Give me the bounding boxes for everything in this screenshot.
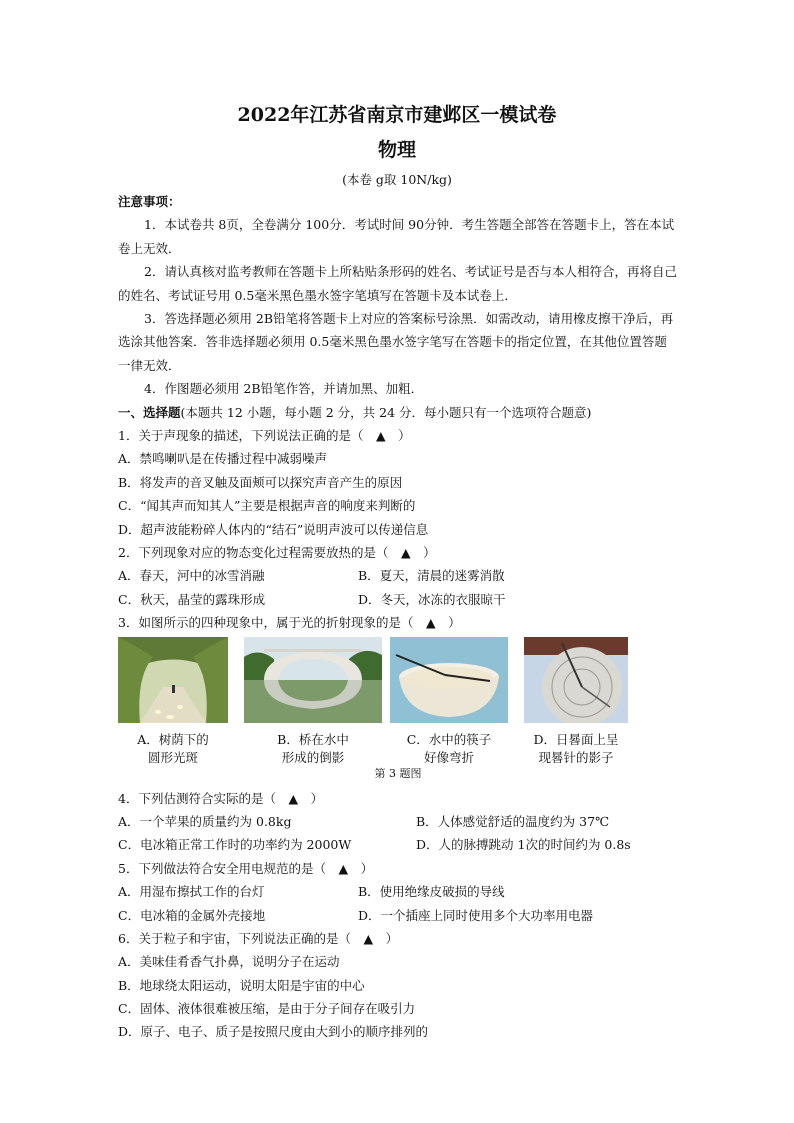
- q5-option-b: B．使用绝缘皮破损的导线: [358, 884, 505, 900]
- q2-stem: 2．下列现象对应的物态变化过程需要放热的是（ ▲ ）: [118, 544, 436, 560]
- section-label: 一、选择题: [118, 404, 181, 420]
- exam-subject: 物理: [377, 139, 416, 161]
- q6-option-b: B．地球绕太阳运动，说明太阳是宇宙的中心: [118, 977, 365, 993]
- q4-option-d: D．人的脉搏跳动 1次的时间约为 0.8s: [416, 837, 631, 853]
- q2-option-a: A．春天，河中的冰雪消融: [118, 568, 265, 584]
- note-item-2: 2．请认真核对监考教师在答题卡上所粘贴条形码的姓名、考试证号是否与本人相符合，再将自己的姓名、考试证号用 0.5毫米黑色墨水签字笔填写在答题卡及本试卷上．: [118, 264, 677, 303]
- note-item-4: 4．作图题必须用 2B铅笔作答，并请加黑、加粗．: [144, 381, 424, 397]
- q5-stem: 5．下列做法符合安全用电规范的是（ ▲ ）: [118, 860, 374, 876]
- section-desc: (本题共 12 小题，每小题 2 分，共 24 分．每小题只有一个选项符合题意): [180, 404, 592, 420]
- figure-d-sundial-image: [524, 637, 628, 723]
- q5-options-row-2: [118, 904, 678, 927]
- q6-option-c: C．固体、液体很难被压缩，是由于分子间存在吸引力: [118, 1001, 416, 1017]
- q2-option-b: B．夏天，清晨的迷雾消散: [358, 568, 505, 584]
- q6-stem: 6．关于粒子和宇宙，下列说法正确的是（ ▲ ）: [118, 930, 399, 946]
- q2-option-d: D．冬天，冰冻的衣服晾干: [358, 591, 506, 607]
- q1-stem: 1．关于声现象的描述，下列说法正确的是（ ▲ ）: [118, 428, 411, 444]
- q1-option-b: B．将发声的音叉触及面颊可以探究声音产生的原因: [118, 474, 403, 490]
- figure-b-caption: B．桥在水中 形成的倒影: [277, 731, 349, 765]
- q5-option-d: D．一个插座上同时使用多个大功率用电器: [358, 907, 594, 923]
- figure-label: 第 3 题图: [374, 766, 422, 780]
- figure-a-caption: A．树荫下的 圆形光斑: [137, 731, 209, 765]
- gravity-note: (本卷 g取 10N/kg): [342, 172, 452, 187]
- q5-options-row-1: [118, 880, 678, 903]
- q2-options-row-2: [118, 588, 678, 611]
- figure-a-tree-shade-image: [118, 637, 228, 723]
- q3-figures: [118, 637, 678, 787]
- q4-options-row-2: [118, 833, 678, 856]
- q1-option-c: C．“闻其声而知其人”主要是根据声音的响度来判断的: [118, 498, 416, 514]
- q4-option-a: A．一个苹果的质量约为 0.8kg: [118, 813, 292, 829]
- q1-option-a: A．禁鸣喇叭是在传播过程中减弱噪声: [118, 451, 328, 467]
- q5-option-c: C．电冰箱的金属外壳接地: [118, 907, 266, 923]
- q4-stem: 4．下列估测符合实际的是（ ▲ ）: [118, 790, 324, 806]
- q6-option-a: A．美味佳肴香气扑鼻，说明分子在运动: [118, 954, 340, 970]
- figure-c-caption: C．水中的筷子 好像弯折: [406, 731, 492, 765]
- note-item-1: 1．本试卷共 8页，全卷满分 100分．考试时间 90分钟．考生答题全部答在答题卡上，答在本试卷上无效．: [118, 217, 675, 256]
- q4-options-row-1: [118, 810, 678, 833]
- section-heading: [118, 401, 678, 424]
- note-item-3: 3．答选择题必须用 2B铅笔将答题卡上对应的答案标号涂黑．如需改动，请用橡皮擦干净后，再选涂其他答案．答非选择题必须用 0.5毫米黑色墨水签字笔写在答题卡的指定位置，在其他位置答题一律无效．: [118, 311, 674, 373]
- q1-option-d: D．超声波能粉碎人体内的“结石”说明声波可以传递信息: [118, 521, 429, 537]
- figure-d-caption: D．日晷面上呈 现晷针的影子: [533, 731, 619, 765]
- figure-b-bridge-image: [244, 637, 382, 723]
- exam-body: [118, 190, 678, 1044]
- q4-option-b: B．人体感觉舒适的温度约为 37℃: [416, 813, 610, 829]
- q5-option-a: A．用湿布擦拭工作的台灯: [118, 884, 265, 900]
- q2-option-c: C．秋天，晶莹的露珠形成: [118, 591, 266, 607]
- q6-option-d: D．原子、电子、质子是按照尺度由大到小的顺序排列的: [118, 1024, 429, 1040]
- exam-title: 2022年江苏省南京市建邺区一模试卷: [237, 104, 557, 126]
- q2-options-row-1: [118, 564, 678, 587]
- q4-option-c: C．电冰箱正常工作时的功率约为 2000W: [118, 837, 352, 853]
- notes-heading: 注意事项：: [118, 194, 181, 209]
- q3-stem: 3．如图所示的四种现象中，属于光的折射现象的是（ ▲ ）: [118, 615, 461, 631]
- figure-c-chopsticks-image: [390, 637, 508, 723]
